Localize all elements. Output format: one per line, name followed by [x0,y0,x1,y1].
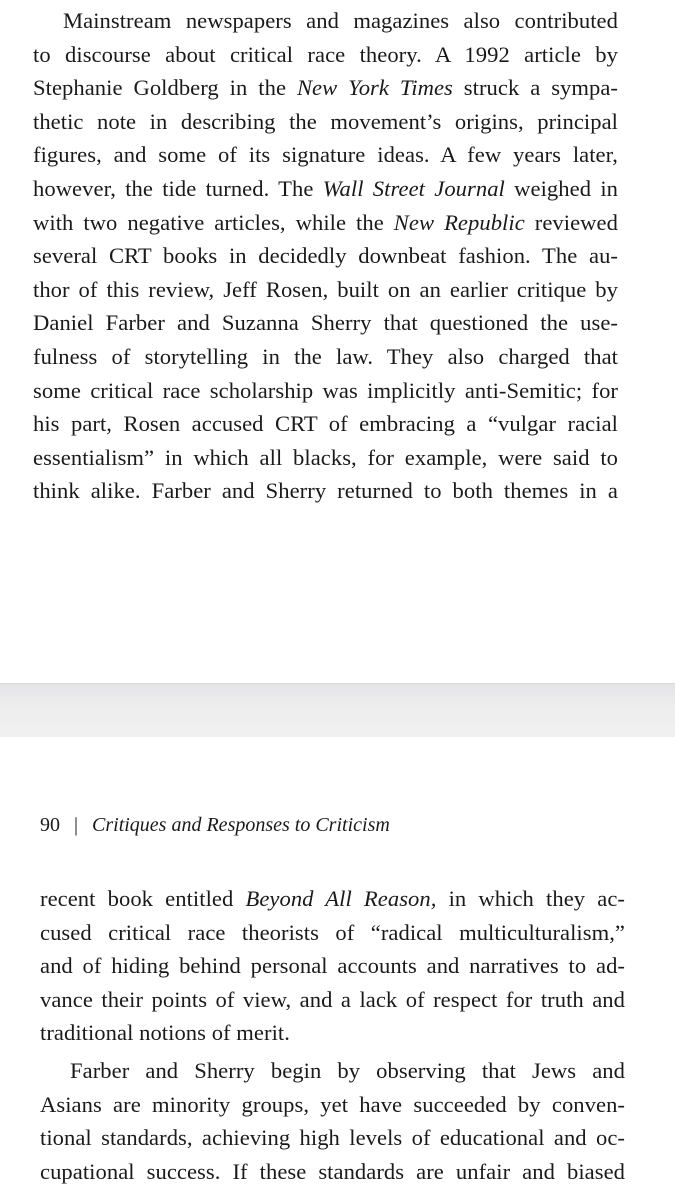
text-line: cupational success. If these standards are unfair and biased [40,1158,625,1184]
bottom-paragraph-2 [40,1054,625,1188]
top-paragraph [33,4,618,508]
text-line: Daniel Farber and Suzanna Sherry that questioned the use- [33,310,618,336]
running-head-separator: | [74,814,79,836]
text-line: Asians are minority groups, yet have succeeded by conven- [40,1091,625,1117]
text-line: with two negative articles, while the New Republic reviewed [33,209,618,235]
text-line: several CRT books in decidedly downbeat fashion. The au- [33,243,618,269]
text-line: essentialism” in which all blacks, for example, were said to [33,444,618,470]
text-line: traditional notions of merit. [40,1020,290,1046]
italic-title: New Republic [393,209,525,235]
italic-title: New York Times [296,75,453,101]
italic-title: Wall Street Journal [322,175,505,201]
text-line: thor of this review, Jeff Rosen, built on an earlier critique by [33,276,618,302]
page-number: 90 [40,814,60,836]
text-line: his part, Rosen accused CRT of embracing a “vulgar racial [33,411,618,437]
text-line: vance their points of view, and a lack of respect for truth and [40,986,625,1012]
text-line: cused critical race theorists of “radical multiculturalism,” [40,919,625,945]
text-line: some critical race scholarship was implicitly anti-Semitic; for [33,377,618,403]
running-head-title: Critiques and Responses to Criticism [92,814,390,836]
text-line: Farber and Sherry begin by observing that Jews and [70,1058,625,1083]
text-line: thetic note in describing the movement’s origins, principal [33,108,618,134]
italic-title: Beyond All Reason, [245,886,437,911]
text-line: recent book entitled Beyond All Reason, in which they ac- [40,886,625,911]
text-line: Mainstream newspapers and magazines also contributed [63,8,618,33]
text-line: figures, and some of its signature ideas. A few years later, [33,142,618,168]
running-head [40,811,390,839]
text-line: to discourse about critical race theory. A 1992 article by [33,41,618,67]
text-line: and of hiding behind personal accounts and narratives to ad- [40,953,625,979]
text-line: think alike. Farber and Sherry returned to both themes in a [33,478,618,504]
text-line: fulness of storytelling in the law. They also charged that [33,343,618,369]
text-line: Stephanie Goldberg in the New York Times struck a sympa- [33,75,619,101]
text-line: tional standards, achieving high levels of educational and oc- [40,1125,625,1151]
page-separator [0,683,675,738]
bottom-paragraph-1 [40,882,625,1050]
text-line: however, the tide turned. The Wall Street Journal weighed in [33,175,619,201]
